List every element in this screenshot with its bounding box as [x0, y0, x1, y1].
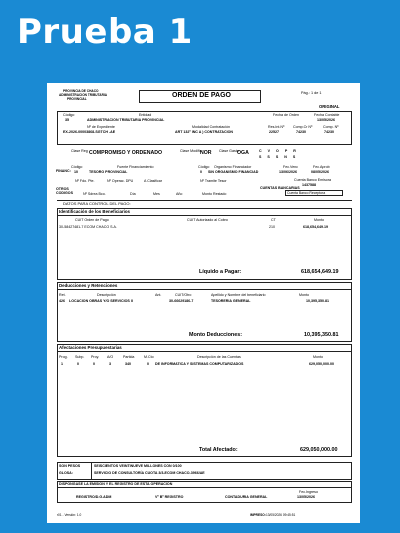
afect-row-proy: 0 — [93, 362, 95, 366]
original-label: ORIGINAL — [319, 104, 340, 109]
deduc-col-5: Monto — [299, 293, 309, 297]
finanic-label: FINANC: — [56, 169, 71, 173]
anio-label: Año — [176, 192, 183, 196]
deduc-col-4: Apellido y Nombre del beneficiario — [211, 293, 266, 297]
afect-row-ao: 3 — [109, 362, 111, 366]
dia-label: Día — [130, 192, 136, 196]
sign-vb-registro: Vº Bº REGISTRO — [155, 495, 184, 499]
clase-modif-label: Clase Modific — [180, 149, 202, 153]
glosa-value: SERVICIO DE CONSULTORÍA CUOTA 3/3-ECOM CHACO-3966/AE — [94, 471, 205, 475]
fecha-contable-label: Fecha Contable — [314, 113, 340, 117]
tramite-label: Nº Tramite Tesor — [200, 179, 227, 183]
page-header-title: Prueba 1 — [17, 12, 193, 52]
mes-label: Mes — [153, 192, 160, 196]
resp-value: 22527 — [269, 130, 279, 134]
afect-col-3: A/O — [107, 355, 114, 359]
expediente-value: EX-2026-00003868-SGTCH -AE — [63, 130, 116, 134]
benef-col-0: CUIT Orden de Pago — [75, 218, 109, 222]
clase-modif-value: NOR — [200, 150, 212, 156]
liquido-label: Líquido a Pagar: — [199, 269, 242, 275]
deduc-row-benef: TESORERIA GENERAL — [211, 299, 251, 303]
organismo-value: SIN ORGANISMO FINANCIAD — [208, 170, 259, 174]
codigo-label: Código — [63, 113, 75, 117]
opec-label: Nº Operac. DPU — [107, 179, 134, 183]
afect-row-partida: 340 — [125, 362, 131, 366]
total-value: 629,050,000.00 — [300, 447, 338, 453]
impreso-value: 13/05/2026 09:45:51 — [266, 513, 296, 517]
impreso-label: IMPRESO: — [250, 513, 266, 517]
afect-col-4: Partida — [123, 355, 135, 359]
afect-box — [57, 344, 352, 457]
page-label: Pág.: 1 de 1 — [301, 91, 322, 95]
modalidad-value: ART 132º INC A ) CONTRATACION — [175, 130, 234, 134]
agency-line-2: ADMINISTRACION TRIBUTARIA — [59, 93, 108, 97]
entidad-label: Entidad — [139, 113, 152, 117]
benef-col-1: CUIT Autorizado al Cobro — [187, 218, 228, 222]
cuenta-receptora-box: Cuenta Banco Receptora — [285, 190, 343, 196]
total-label: Total Afectado: — [199, 447, 238, 453]
comp-cr-value: 74230 — [296, 130, 306, 134]
entidad-value: ADMINISTRACION TRIBUTARIA PROVINCIAL — [87, 118, 165, 122]
deduc-col-0: Ret. — [59, 293, 66, 297]
fecha-orden-label: Fecha de Orden — [273, 113, 299, 117]
benef-row-cuit: 30-58427481-7 ECOM CHACO S.A. — [59, 225, 117, 229]
codigo2-label: Código — [71, 165, 83, 169]
son-value: SEISCIENTOS VEINTINUEVE MILLONES CON 0/100 — [94, 464, 182, 468]
cv-values: SSSNS — [259, 155, 302, 159]
afect-row-subp: 0 — [77, 362, 79, 366]
fecha-contable-value: 13/05/2026 — [317, 118, 335, 122]
clase-reg-label: Clase Reg — [71, 149, 88, 153]
afect-row-mcto: 0 — [147, 362, 149, 366]
sign-contaduria: CONTADURIA GENERAL — [225, 495, 268, 499]
afect-col-6: Descripción de las Cuentas — [197, 355, 241, 359]
fuente-code: 10 — [74, 170, 78, 174]
organismo-code: 0 — [200, 170, 202, 174]
agency-line-1: PROVINCIA DE CHACO — [63, 89, 99, 93]
agency-line-3: PROVINCIAL — [67, 97, 87, 101]
afect-section-title: Afectaciones Presupuestarias — [59, 345, 122, 350]
cv-headers: CVOPR — [259, 149, 302, 153]
deduc-row-monto: 10,395,350.81 — [306, 299, 329, 303]
codigos-label: CODIGOS — [56, 191, 73, 195]
afect-row-prog: 1 — [61, 362, 63, 366]
fact-label: Nº Fdo. Pte. — [75, 179, 95, 183]
sb-label: Nº Sdrea Bco. — [83, 192, 106, 196]
fec-vencim-label: Fec.Venc — [283, 165, 298, 169]
doc-title: ORDEN DE PAGO — [172, 92, 231, 99]
cuenta-label: Cuenta Banco Emisora — [294, 178, 331, 182]
afect-col-7: Monto — [313, 355, 323, 359]
clasif-label: A Clasificar — [144, 179, 162, 183]
modalidad-label: Modalidad Contratación — [192, 125, 230, 129]
benef-row-ct: 210 — [269, 225, 275, 229]
fec-vencim-value: 13/06/2026 — [279, 170, 297, 174]
divider — [57, 487, 352, 488]
organismo-label: Código — [198, 165, 210, 169]
monto-label: Monto Restado — [202, 192, 227, 196]
clase-reg-value: COMPROMISO Y ORDENADO — [89, 150, 163, 156]
resp-label: Res.Int.Nº — [268, 125, 285, 129]
divider — [57, 215, 352, 216]
afect-col-5: M.Cto — [144, 355, 154, 359]
codigo-value: 35 — [65, 118, 69, 122]
benef-col-3: Monto — [314, 218, 324, 222]
otros-label: OTROS — [56, 187, 69, 191]
fuente-value: TESORO PROVINCIAL — [89, 170, 128, 174]
afect-row-desc: DE INFORMATICA Y SISTEMAS COMPUTARIZADOS — [155, 362, 244, 366]
benef-section-title: Identificación de los Beneficiarios — [59, 209, 131, 214]
fec-aprob-value: 08/05/2026 — [311, 170, 329, 174]
divider — [57, 351, 352, 352]
deduc-row-ret: 426 — [59, 299, 65, 303]
fec-aprob-label: Fec.Aprob — [313, 165, 330, 169]
afect-col-0: Prog. — [59, 355, 68, 359]
monto-deduc-value: 10,395,350.81 — [304, 332, 339, 338]
benef-row-monto: 618,654,649.19 — [303, 225, 328, 229]
comp-cr-label: Comp.Cr Nº — [293, 125, 313, 129]
fec-ingreso-value: 13/05/2026 — [297, 495, 315, 499]
datos-pago-label: DATOS PARA CONTROL DEL PAGO: — [63, 201, 131, 206]
comp-dv-label: Comp. Nº — [323, 125, 339, 129]
liquido-value: 618,654,649.19 — [301, 269, 339, 275]
version-label: r01 - Versión: 1.0 — [57, 513, 82, 517]
afect-col-2: Proy. — [91, 355, 100, 359]
dispongase-label: DISPONGASE LA EMISION Y EL REGISTRO DE ESTA OPERACION — [59, 482, 173, 486]
divider — [57, 289, 352, 290]
fuente-label: Fuente Financiamiento — [117, 165, 154, 169]
divider — [91, 462, 92, 480]
deduc-row-cuit: 30-66629186-7 — [169, 299, 194, 303]
monto-deduc-label: Monto Deducciones: — [189, 332, 243, 338]
sign-registro-dgadm: REGISTRO/D.G.ADM — [76, 495, 112, 499]
deduc-col-1: Descripción — [97, 293, 116, 297]
afect-row-monto: 629,050,000.00 — [309, 362, 334, 366]
clase-gasto-value: OGA — [237, 150, 249, 156]
son-label: SON PESOS — [59, 464, 81, 468]
clase-gasto-label: Clase Gasto — [219, 149, 239, 153]
glosa-label: GLOSA: — [59, 471, 73, 475]
deduc-col-2: Ant. — [155, 293, 162, 297]
expediente-label: Nº de Expediente — [87, 125, 115, 129]
organismo-cols: Organismo Financiador — [214, 165, 252, 169]
benef-col-2: CT — [271, 218, 276, 222]
deduc-row-desc: LOCACION OBRAS Y/O SERVICIOS II — [69, 299, 133, 303]
comp-dv-value: 74230 — [324, 130, 334, 134]
afect-col-1: Subp. — [75, 355, 85, 359]
deduc-col-3: CUIT/Otro — [175, 293, 192, 297]
cuenta-value: 1437588 — [302, 183, 316, 187]
cuentas-bancarias-label: CUENTAS BANCARIAS — [260, 186, 300, 190]
deduc-section-title: Deducciones y Retenciones — [59, 283, 118, 288]
fec-ingreso-label: Fec.Ingreso — [299, 490, 318, 494]
payment-order-document — [47, 83, 360, 523]
